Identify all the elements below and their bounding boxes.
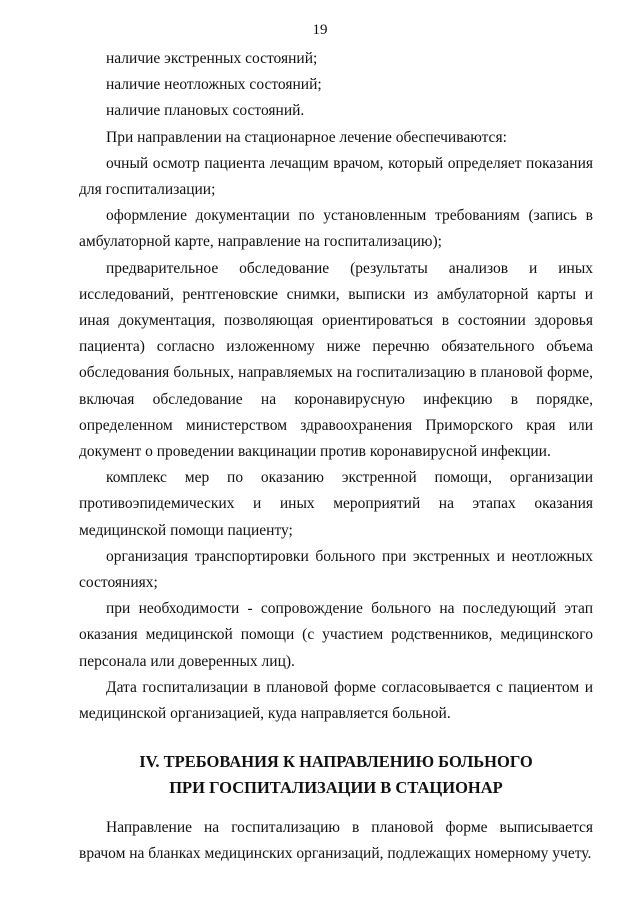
page-number: 19	[312, 22, 328, 38]
paragraph-transport: организация транспортировки больного при экстренных и неотложных состояниях;	[79, 547, 593, 592]
paragraph-examination: очный осмотр пациента лечащим врачом, который определяет показания для госпитализации;	[79, 154, 593, 199]
document-body	[79, 46, 593, 868]
paragraph-referral-forms: Направление на госпитализацию в плановой форме выписывается врачом на бланках медицинских организаций, подлежащих номерному учету.	[79, 819, 593, 863]
paragraph-referral-provisions: При направлении на стационарное лечение обеспечиваются:	[106, 128, 507, 146]
paragraph-emergency-measures: комплекс мер по оказанию экстренной помощи, организации противоэпидемических и иных мероприятий на этапах оказания медицинской помощи пациенту;	[79, 469, 593, 539]
paragraph-urgent: наличие неотложных состояний;	[106, 76, 322, 94]
section-heading-line1: IV. ТРЕБОВАНИЯ К НАПРАВЛЕНИЮ БОЛЬНОГО	[139, 752, 533, 772]
paragraph-documentation: оформление документации по установленным требованиям (запись в амбулаторной карте, направление на госпитализацию);	[79, 207, 593, 251]
paragraph-preliminary-exam: предварительное обследование (результаты анализов и иных исследований, рентгеновские снимки, выписки из амбулаторной карты и иная документация, позволяющая ориентироваться в состоянии здоровья пациента) согласно изложенному ниже перечню обязательного объема обследования больных, направляемых на госпитализацию в плановой форме, включая обследование на коронавирусную инфекцию в порядке, определенном министерством здравоохранения Приморского края или документ о проведении вакцинации против коронавирусной инфекции.	[79, 259, 593, 461]
paragraph-date-agreement: Дата госпитализации в плановой форме согласовывается с пациентом и медицинской организацией, куда направляется больной.	[79, 678, 593, 723]
paragraph-emergency: наличие экстренных состояний;	[106, 50, 318, 67]
paragraph-planned: наличие плановых состояний.	[106, 102, 305, 120]
section-heading	[79, 749, 593, 801]
section-heading-line2: ПРИ ГОСПИТАЛИЗАЦИИ В СТАЦИОНАР	[169, 778, 503, 798]
paragraph-escort: при необходимости - сопровождение больного на последующий этап оказания медицинской помощи (с участием родственников, медицинского персонала или доверенных лиц).	[79, 600, 593, 670]
